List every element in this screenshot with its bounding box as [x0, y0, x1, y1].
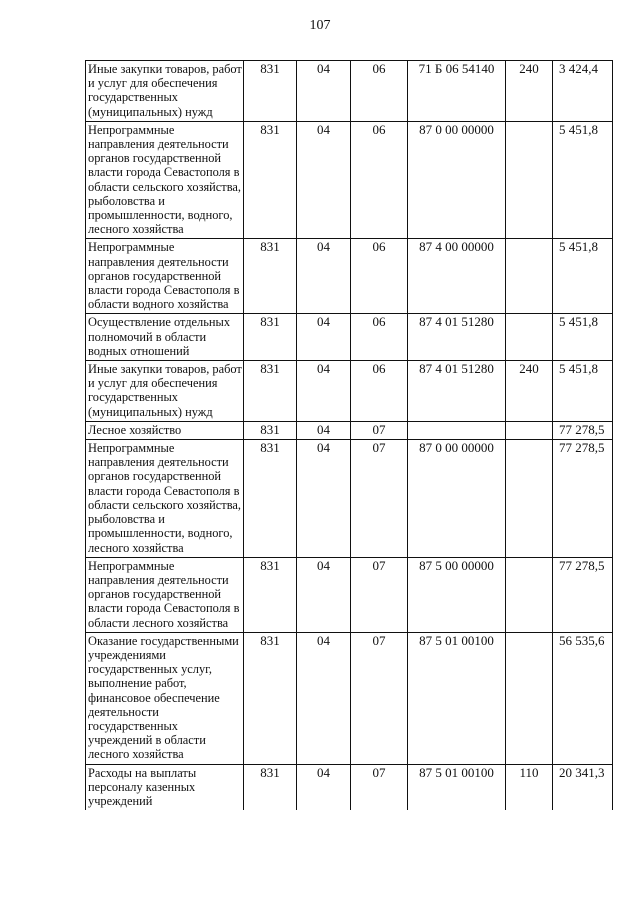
target-article-code: 87 5 01 00100	[408, 764, 506, 810]
amount: 5 451,8	[553, 121, 613, 239]
target-article-code: 87 4 00 00000	[408, 239, 506, 314]
table-row	[86, 421, 613, 439]
expense-type-code	[506, 632, 553, 764]
section-code: 04	[297, 632, 351, 764]
expense-type-code: 240	[506, 61, 553, 122]
admin-code: 831	[244, 314, 297, 361]
section-code: 04	[297, 764, 351, 810]
target-article-code: 87 0 00 00000	[408, 440, 506, 558]
table-row	[86, 632, 613, 764]
expense-name: Оказание государственными учреждениями государственных услуг, выполнение работ, финансовое обеспечение деятельности государственных учреждений в области лесного хозяйства	[86, 632, 244, 764]
target-article-code: 71 Б 06 54140	[408, 61, 506, 122]
section-code: 04	[297, 314, 351, 361]
section-code: 04	[297, 440, 351, 558]
table-row	[86, 314, 613, 361]
expense-name: Непрограммные направления деятельности органов государственной власти города Севастополя в области водного хозяйства	[86, 239, 244, 314]
budget-table	[85, 60, 613, 810]
amount: 20 341,3	[553, 764, 613, 810]
admin-code: 831	[244, 61, 297, 122]
admin-code: 831	[244, 440, 297, 558]
admin-code: 831	[244, 764, 297, 810]
expense-type-code	[506, 121, 553, 239]
subsection-code: 07	[351, 557, 408, 632]
amount: 56 535,6	[553, 632, 613, 764]
target-article-code: 87 5 01 00100	[408, 632, 506, 764]
table-row	[86, 557, 613, 632]
section-code: 04	[297, 61, 351, 122]
table-row	[86, 361, 613, 422]
amount: 3 424,4	[553, 61, 613, 122]
target-article-code: 87 0 00 00000	[408, 121, 506, 239]
amount: 5 451,8	[553, 239, 613, 314]
subsection-code: 07	[351, 421, 408, 439]
admin-code: 831	[244, 121, 297, 239]
admin-code: 831	[244, 557, 297, 632]
expense-type-code: 240	[506, 361, 553, 422]
table-row	[86, 764, 613, 810]
admin-code: 831	[244, 239, 297, 314]
expense-name: Иные закупки товаров, работ и услуг для обеспечения государственных (муниципальных) нужд	[86, 61, 244, 122]
subsection-code: 06	[351, 239, 408, 314]
target-article-code	[408, 421, 506, 439]
section-code: 04	[297, 121, 351, 239]
amount: 5 451,8	[553, 314, 613, 361]
expense-type-code	[506, 314, 553, 361]
subsection-code: 07	[351, 764, 408, 810]
expense-type-code	[506, 557, 553, 632]
admin-code: 831	[244, 632, 297, 764]
expense-name: Лесное хозяйство	[86, 421, 244, 439]
section-code: 04	[297, 421, 351, 439]
subsection-code: 06	[351, 314, 408, 361]
subsection-code: 07	[351, 440, 408, 558]
admin-code: 831	[244, 421, 297, 439]
subsection-code: 06	[351, 61, 408, 122]
amount: 5 451,8	[553, 361, 613, 422]
admin-code: 831	[244, 361, 297, 422]
target-article-code: 87 4 01 51280	[408, 314, 506, 361]
expense-type-code	[506, 440, 553, 558]
expense-name: Непрограммные направления деятельности органов государственной власти города Севастополя в области сельского хозяйства, рыболовства и промышленности, водного, лесного хозяйства	[86, 440, 244, 558]
subsection-code: 06	[351, 121, 408, 239]
expense-name: Расходы на выплаты персоналу казенных учреждений	[86, 764, 244, 810]
expense-name: Осуществление отдельных полномочий в области водных отношений	[86, 314, 244, 361]
target-article-code: 87 4 01 51280	[408, 361, 506, 422]
table-row	[86, 121, 613, 239]
section-code: 04	[297, 557, 351, 632]
expense-type-code	[506, 421, 553, 439]
expense-name: Непрограммные направления деятельности органов государственной власти города Севастополя в области лесного хозяйства	[86, 557, 244, 632]
expense-name: Иные закупки товаров, работ и услуг для обеспечения государственных (муниципальных) нужд	[86, 361, 244, 422]
section-code: 04	[297, 361, 351, 422]
expense-name: Непрограммные направления деятельности органов государственной власти города Севастополя в области сельского хозяйства, рыболовства и промышленности, водного, лесного хозяйства	[86, 121, 244, 239]
amount: 77 278,5	[553, 421, 613, 439]
section-code: 04	[297, 239, 351, 314]
table-row	[86, 61, 613, 122]
table-row	[86, 440, 613, 558]
table-row	[86, 239, 613, 314]
expense-type-code	[506, 239, 553, 314]
subsection-code: 06	[351, 361, 408, 422]
subsection-code: 07	[351, 632, 408, 764]
expense-type-code: 110	[506, 764, 553, 810]
target-article-code: 87 5 00 00000	[408, 557, 506, 632]
amount: 77 278,5	[553, 557, 613, 632]
amount: 77 278,5	[553, 440, 613, 558]
page-number: 107	[309, 18, 331, 33]
